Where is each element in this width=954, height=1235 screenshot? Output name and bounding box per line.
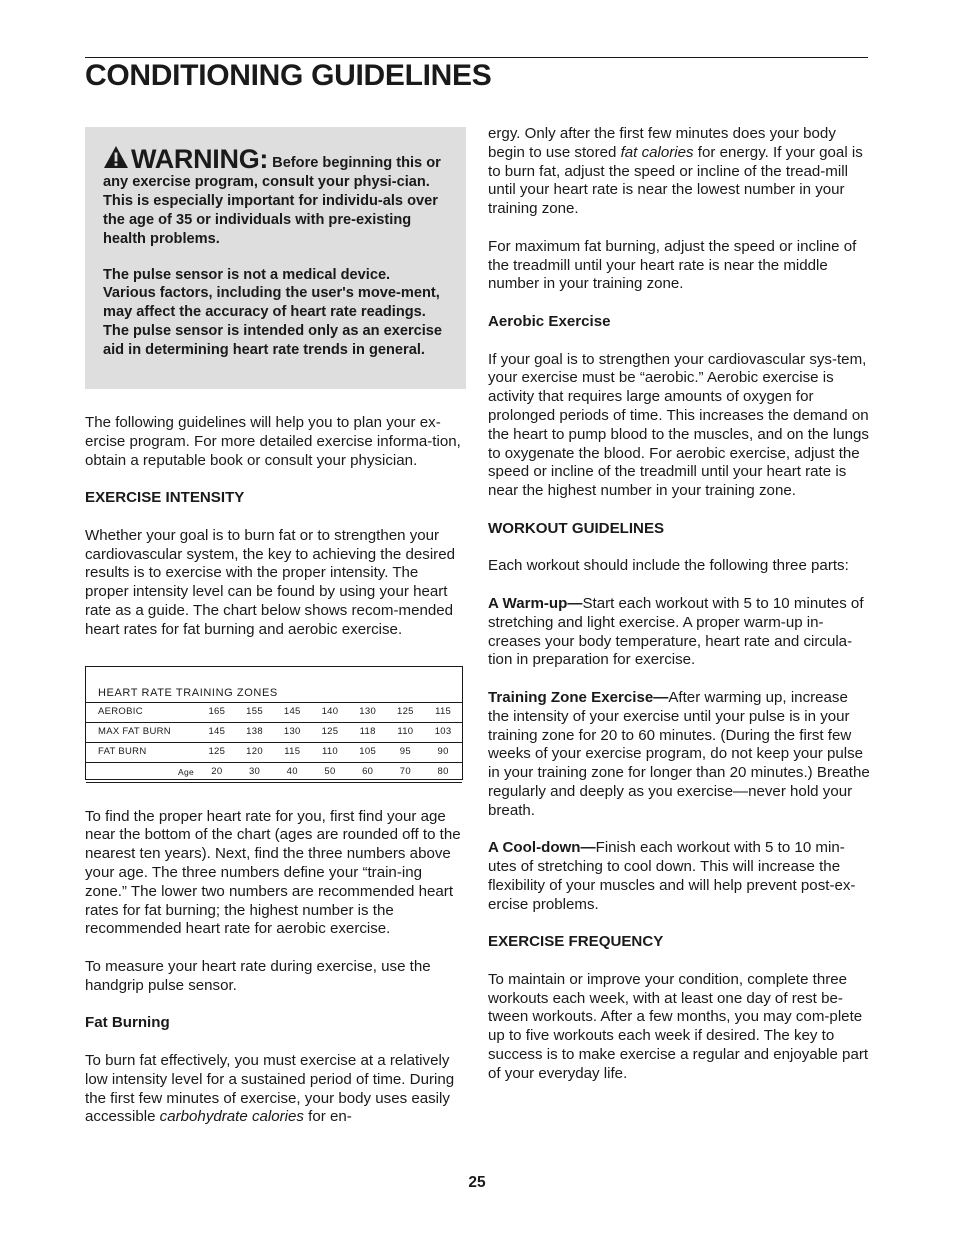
fat-burning-text [85,1052,466,1127]
table-cell: 165 [198,703,236,723]
table-cell: 130 [273,723,311,743]
row-label: FAT BURN [86,742,198,762]
table-cell: 145 [273,703,311,723]
warning-heading: WARNING: [131,144,269,174]
row-label: MAX FAT BURN [86,723,198,743]
age-cell: 80 [424,762,462,782]
right-column [488,125,870,1102]
warning-text-1: Before beginning this or any exercise program, consult your physi-cian. This is especially important for individu-als over the age of 35 or individuals with pre-existing health problems. [103,155,441,247]
table-cell: 140 [311,703,349,723]
warning-paragraph-1 [103,145,446,249]
age-cell: 60 [349,762,387,782]
continued-text-b: for energy. If your goal is to burn fat, adjust the speed or incline of the tread-mill until your heart rate is near the lowest number in your training zone. [488,143,863,218]
cool-down-body: Finish each workout with 5 to 10 min-utes of stretching to cool down. This will increase the flexibility of your muscles and will help prevent post-ex-ercise problems. [488,839,856,913]
page-number: 25 [468,1174,486,1191]
aerobic-exercise-heading: Aerobic Exercise [488,312,611,330]
fat-burning-emphasis: carbohydrate calories [159,1108,304,1126]
row-label: AEROBIC [86,703,198,723]
table-cell: 105 [349,742,387,762]
measure-heart-rate-text: To measure your heart rate during exercise, use the handgrip pulse sensor. [85,957,431,994]
table-cell: 120 [236,742,274,762]
cool-down-label: A Cool-down— [488,839,596,857]
table-cell: 95 [387,742,425,762]
chart-title: HEART RATE TRAINING ZONES [86,684,462,703]
intro-paragraph: The following guidelines will help you to plan your ex-ercise program. For more detailed exercise informa-tion, obtain a reputable book or consult your physician. [85,414,461,469]
table-cell: 125 [198,742,236,762]
age-cell: 20 [198,762,236,782]
cool-down-text [488,839,870,914]
fat-burning-continued [488,125,870,219]
training-zone-label: Training Zone Exercise— [488,688,669,706]
table-row [86,723,462,743]
age-cell: 70 [387,762,425,782]
training-zone-body: After warming up, increase the intensity of your exercise until your pulse is in your training zone for 20 to 60 minutes. (During the first few weeks of your exercise program, do not keep your pulse in your training zone for longer than 20 minutes.) Breathe regularly and deeply as you exercise—never hold your breath. [488,688,870,819]
table-cell: 125 [311,723,349,743]
table-row [86,742,462,762]
table-cell: 118 [349,723,387,743]
age-row [86,762,462,782]
table-row [86,703,462,723]
table-cell: 125 [387,703,425,723]
warning-box [85,127,466,389]
table-cell: 110 [311,742,349,762]
warning-triangle-icon [103,145,129,169]
exercise-intensity-heading: EXERCISE INTENSITY [85,489,245,507]
table-cell: 145 [198,723,236,743]
chart-title-row [86,684,462,703]
fat-burning-text-a: To burn fat effectively, you must exercise at a relatively low intensity level for a sustained period of time. During the first few minutes of exercise, your body uses easily accessible [85,1051,455,1126]
page-title: CONDITIONING GUIDELINES [85,59,492,92]
aerobic-exercise-text: If your goal is to strengthen your cardiovascular sys-tem, your exercise must be “aerobic.” Aerobic exercise is activity that requires large amounts of oxygen for prolonged periods of time. This increases the demand on the heart to pump blood to the muscles, and on the lungs to oxygenate the blood. For aerobic exercise, adjust the speed or incline of the treadmill until your heart rate is near the highest number in your training zone. [488,350,869,500]
warning-paragraph-2: The pulse sensor is not a medical device. Various factors, including the user's move-ment, may affect the accuracy of heart rate readings. The pulse sensor is intended only as an exercise aid in determining heart rate trends in general. [103,266,443,359]
fat-burning-heading: Fat Burning [85,1014,170,1032]
age-label: Age [86,762,198,782]
left-column [85,127,466,1146]
fat-burning-text-b: for en- [303,1108,352,1126]
exercise-intensity-text: Whether your goal is to burn fat or to strengthen your cardiovascular system, the key to achieving the desired results is to exercise with the proper intensity. The proper intensity level can be found by using your heart rate as a guide. The chart below shows recom-mended heart rates for fat burning and aerobic exercise. [85,526,455,638]
age-cell: 40 [273,762,311,782]
workout-guidelines-heading: WORKOUT GUIDELINES [488,519,665,537]
age-cell: 50 [311,762,349,782]
exercise-frequency-heading: EXERCISE FREQUENCY [488,933,664,951]
heart-rate-chart [85,666,463,780]
table-cell: 115 [273,742,311,762]
table-cell: 110 [387,723,425,743]
continued-text-a: ergy. Only after the first few minutes does your body begin to use stored [488,125,836,161]
table-cell: 138 [236,723,274,743]
find-heart-rate-text: To find the proper heart rate for you, first find your age near the bottom of the chart (ages are rounded off to the nearest ten years). Next, find the three numbers above your age. The three numbers define your “train-ing zone.” The lower two numbers are recommended heart rates for fat burning; the highest number is the recommended heart rate for aerobic exercise. [85,807,461,938]
training-zone-text [488,689,870,821]
warm-up-text [488,595,870,670]
max-fat-burning-text: For maximum fat burning, adjust the speed or incline of the treadmill until your heart rate is near the middle number in your training zone. [488,237,857,293]
table-cell: 90 [424,742,462,762]
warm-up-label: A Warm-up— [488,594,583,612]
workout-intro-text: Each workout should include the following three parts: [488,557,849,575]
table-cell: 115 [424,703,462,723]
continued-emphasis: fat calories [620,143,694,161]
age-cell: 30 [236,762,274,782]
exercise-frequency-text: To maintain or improve your condition, complete three workouts each week, with at least one day of rest be-tween workouts. After a few months, you may com-plete up to five workouts each week if desired. The key to success is to make exercise a regular and enjoyable part of your everyday life. [488,970,869,1082]
table-cell: 155 [236,703,274,723]
heart-rate-table [86,684,462,783]
table-cell: 103 [424,723,462,743]
table-cell: 130 [349,703,387,723]
warm-up-body: Start each workout with 5 to 10 minutes of stretching and light exercise. A proper warm-up in-creases your body temperature, heart rate and circula-tion in preparation for exercise. [488,594,864,669]
